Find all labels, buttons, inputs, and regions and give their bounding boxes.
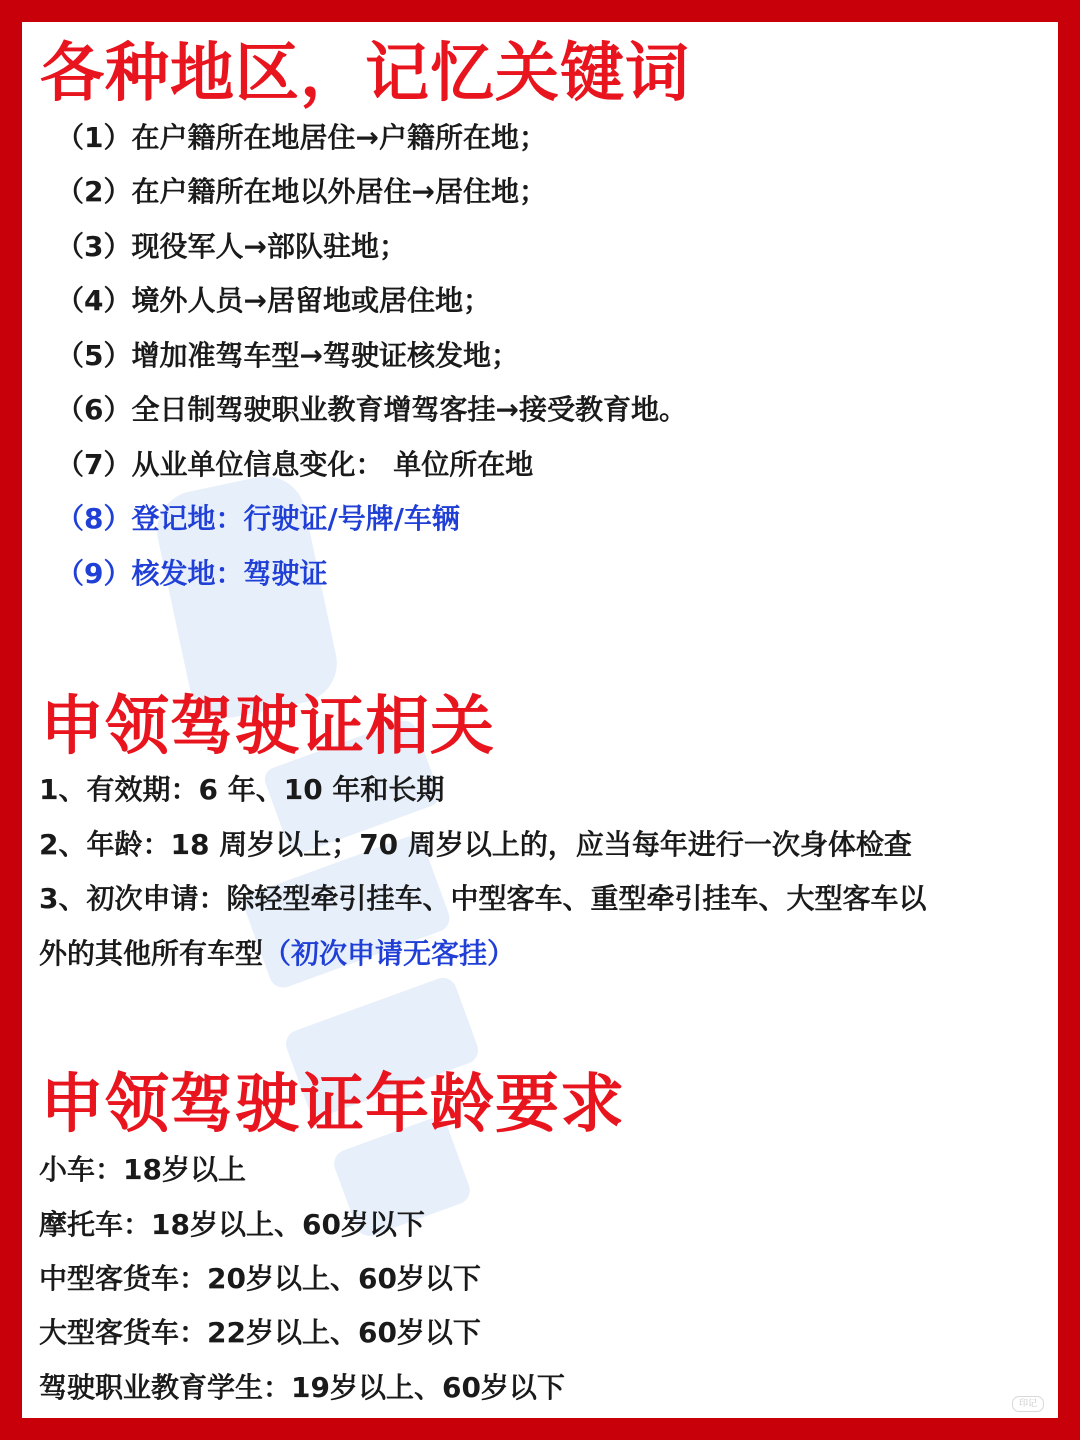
- corner-stamp: 印记: [1012, 1396, 1044, 1412]
- keyword-item: （7）从业单位信息变化： 单位所在地: [56, 448, 534, 481]
- keyword-item: （3）现役军人→部队驻地；: [56, 230, 407, 263]
- keyword-item: （6）全日制驾驶职业教育增驾客挂→接受教育地。: [56, 393, 687, 426]
- keyword-item-highlight: （8）登记地：行驶证/号牌/车辆: [56, 502, 460, 535]
- age-item: 小车：18岁以上: [39, 1153, 246, 1186]
- keywords-title: 各种地区，记忆关键词: [40, 37, 690, 111]
- keyword-item: （1）在户籍所在地居住→户籍所在地；: [56, 121, 547, 154]
- age-item: 摩托车：18岁以上、60岁以下: [39, 1208, 425, 1241]
- keyword-item-highlight: （9）核发地：驾驶证: [56, 557, 328, 590]
- age-title: 申领驾驶证年龄要求: [40, 1068, 625, 1142]
- license-item: 1、有效期：6 年、10 年和长期: [39, 773, 445, 806]
- content-card: [22, 22, 1058, 1418]
- age-item: 大型客货车：22岁以上、60岁以下: [39, 1316, 481, 1349]
- age-item: 中型客货车：20岁以上、60岁以下: [39, 1262, 481, 1295]
- license-item: 3、初次申请：除轻型牵引挂车、中型客车、重型牵引挂车、大型客车以: [39, 882, 927, 915]
- license-item-continued-text: 外的其他所有车型: [39, 937, 264, 970]
- license-item-note: （初次申请无客挂）: [263, 937, 516, 970]
- keyword-item: （2）在户籍所在地以外居住→居住地；: [56, 175, 547, 208]
- license-item-continued: [39, 934, 515, 974]
- license-title: 申领驾驶证相关: [40, 690, 495, 764]
- keyword-item: （4）境外人员→居留地或居住地；: [56, 284, 491, 317]
- age-item: 驾驶职业教育学生：19岁以上、60岁以下: [39, 1371, 565, 1404]
- license-item: 2、年龄：18 周岁以上；70 周岁以上的，应当每年进行一次身体检查: [39, 828, 912, 861]
- keyword-item: （5）增加准驾车型→驾驶证核发地；: [56, 339, 519, 372]
